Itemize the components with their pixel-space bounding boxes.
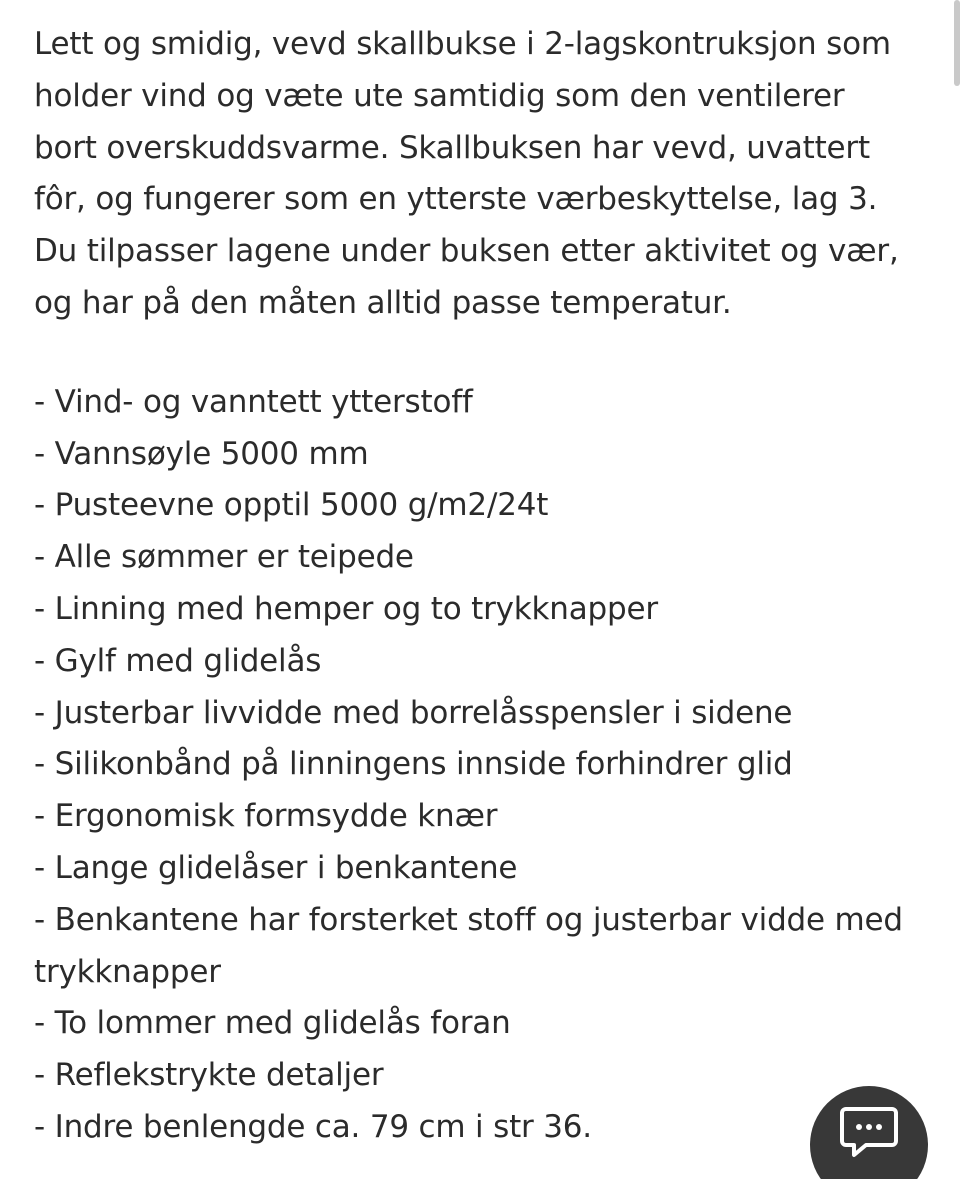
feature-item: - Vind- og vanntett ytterstoff [34,383,473,420]
feature-item: - Linning med hemper og to trykknapper [34,590,658,627]
feature-item: - Vannsøyle 5000 mm [34,435,369,472]
chat-bubble-icon [838,1129,900,1161]
feature-item: - Indre benlengde ca. 79 cm i str 36. [34,1108,592,1145]
description-line: bort overskuddsvarme. Skallbuksen har vevd, uvattert [34,129,870,166]
description-line: og har på den måten alltid passe temperatur. [34,284,732,321]
product-description [34,19,934,1154]
description-line: holder vind og væte ute samtidig som den ventilerer [34,77,845,114]
feature-item: - Lange glidelåser i benkantene [34,849,518,886]
feature-item: - Reflekstrykte detaljer [34,1057,384,1094]
feature-item: - Justerbar livvidde med borrelåsspensler i sidene [34,694,793,731]
scrollbar-thumb[interactable] [954,0,960,86]
feature-item: - Silikonbånd på linningens innside forhindrer glid [34,746,793,783]
feature-item: - Alle sømmer er teipede [34,539,414,576]
feature-item: - Ergonomisk formsydde knær [34,798,498,835]
feature-item: - Pusteevne opptil 5000 g/m2/24t [34,487,549,524]
description-line: fôr, og fungerer som en ytterste værbeskyttelse, lag 3. [34,181,878,218]
feature-item: - Benkantene har forsterket stoff og justerbar vidde med [34,901,903,938]
feature-item-continuation: trykknapper [34,953,221,990]
feature-list [34,377,934,1154]
description-paragraph [34,19,934,330]
feature-item: - Gylf med glidelås [34,642,322,679]
description-line: Du tilpasser lagene under buksen etter aktivitet og vær, [34,233,899,270]
paragraph-spacer [34,330,934,377]
description-line: Lett og smidig, vevd skallbukse i 2-lagskontruksjon som [34,26,891,62]
feature-item: - To lommer med glidelås foran [34,1005,511,1042]
